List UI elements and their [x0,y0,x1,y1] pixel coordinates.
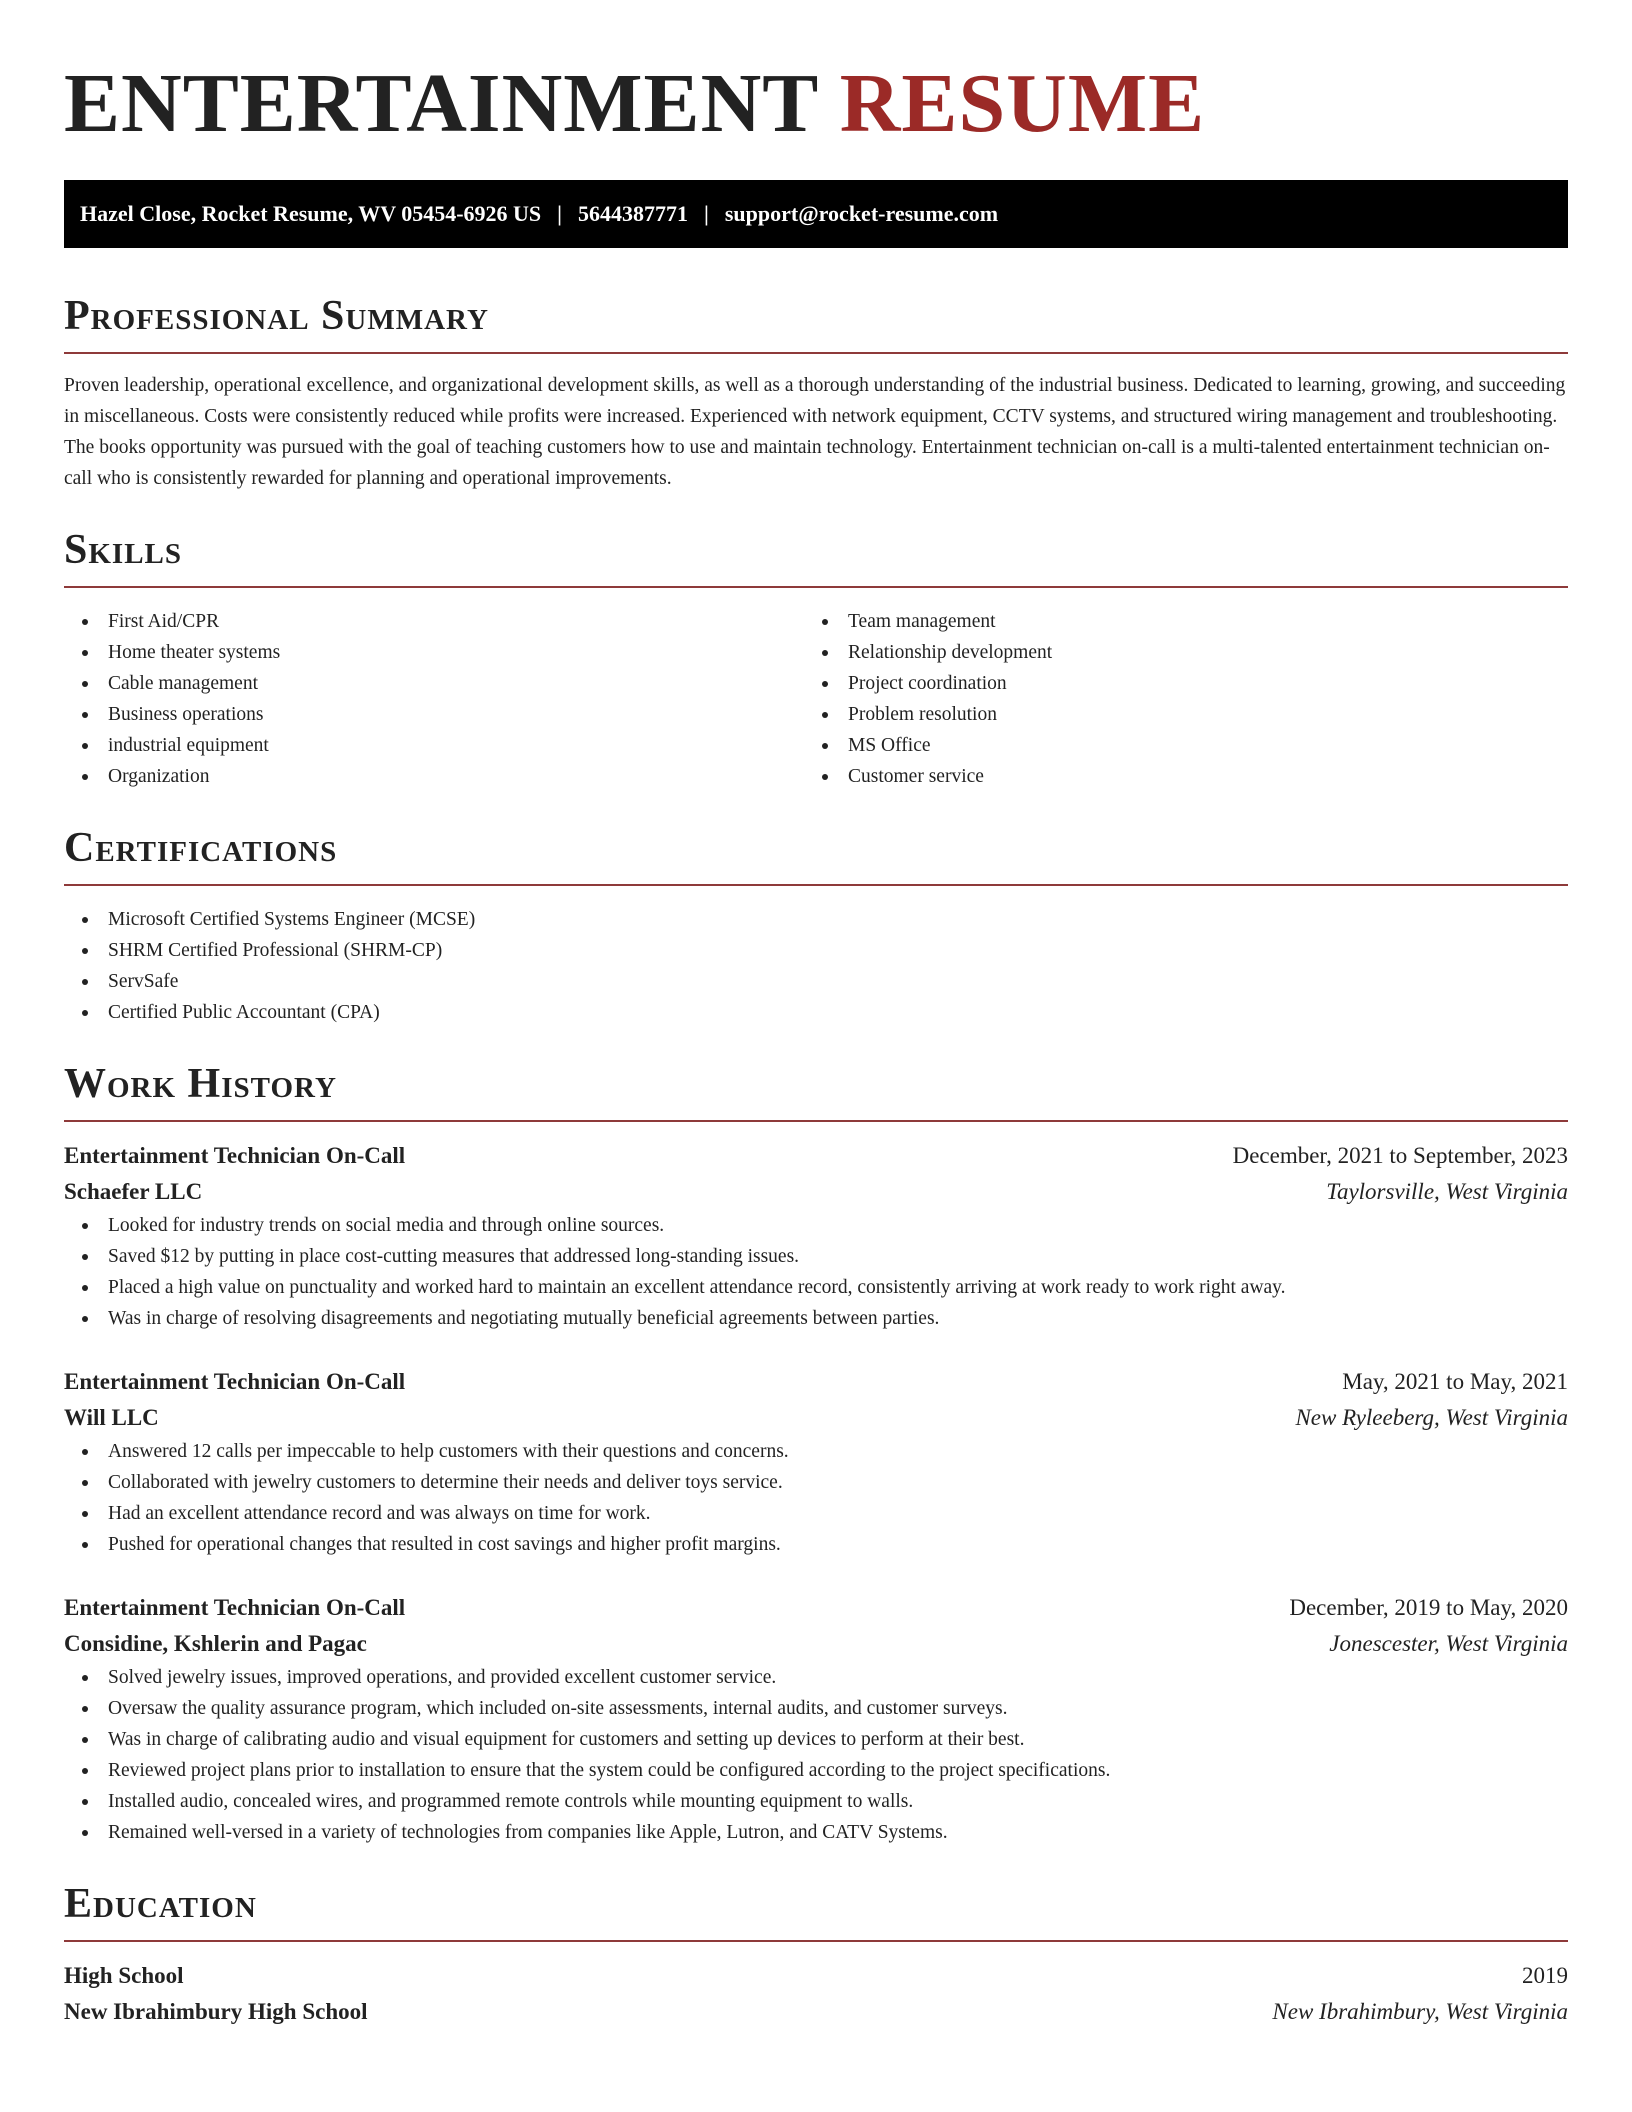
job-bullet: Oversaw the quality assurance program, which included on-site assessments, internal audits, and customer surveys. [64,1693,1568,1724]
job-bullet: Placed a high value on punctuality and worked hard to maintain an excellent attendance record, consistently arriving at work ready to work right away. [64,1272,1568,1303]
job-title: Entertainment Technician On-Call [64,1143,406,1168]
job-title: Entertainment Technician On-Call [64,1369,406,1394]
skill-item: Cable management [64,668,804,699]
job-bullet: Collaborated with jewelry customers to determine their needs and deliver toys service. [64,1467,1568,1498]
contact-address: Hazel Close, Rocket Resume, WV 05454-6926 US [80,201,542,226]
education-header-row [64,1958,1568,1994]
education-heading: Education [64,1881,257,1927]
education-school: New Ibrahimbury High School [64,1999,368,2024]
job-header-row [64,1590,1568,1626]
job-bullet: Was in charge of resolving disagreements and negotiating mutually beneficial agreements between parties. [64,1303,1568,1334]
skills-list-left [64,606,804,792]
job-company-row [64,1400,1568,1436]
job-header-row [64,1138,1568,1174]
skill-item: MS Office [804,730,1544,761]
job-dates: May, 2021 to May, 2021 [1342,1369,1568,1394]
contact-phone: 5644387771 [578,201,688,226]
job-company: Schaefer LLC [64,1179,203,1204]
job-dates: December, 2019 to May, 2020 [1289,1595,1568,1620]
skill-item: Project coordination [804,668,1544,699]
job-bullet: Remained well-versed in a variety of technologies from companies like Apple, Lutron, and CATV Systems. [64,1817,1568,1848]
section-divider [64,1120,1568,1122]
title-main: ENTERTAINMENT [64,57,818,150]
certification-item: Certified Public Accountant (CPA) [64,997,1568,1028]
job-company: Will LLC [64,1405,159,1430]
job-header-row [64,1364,1568,1400]
skill-item: Customer service [804,761,1544,792]
job-location: Jonescester, West Virginia [1329,1631,1568,1656]
summary-text: Proven leadership, operational excellence, and organizational development skills, as well as a thorough understanding of the industrial business. Dedicated to learning, growing, and succeeding in miscellaneous. Costs were consistently reduced while profits were increased. Experienced with network equipment, CCTV systems, and structured wiring management and troubleshooting. The books opportunity was pursued with the goal of teaching customers how to use and maintain technology. Entertainment technician on-call is a multi-talented entertainment technician on-call who is consistently rewarded for planning and operational improvements. [64,375,1566,489]
skills-heading: Skills [64,527,183,573]
education-section [64,1878,1568,2030]
section-divider [64,586,1568,588]
skill-item: industrial equipment [64,730,804,761]
job-bullet: Saved $12 by putting in place cost-cutting measures that addressed long-standing issues. [64,1241,1568,1272]
job-company-row [64,1174,1568,1210]
education-school-row [64,1994,1568,2030]
skill-item: First Aid/CPR [64,606,804,637]
education-entry [64,1958,1568,2030]
education-location: New Ibrahimbury, West Virginia [1272,1999,1568,2024]
skill-item: Business operations [64,699,804,730]
contact-email: support@rocket-resume.com [724,201,999,226]
job-bullet: Installed audio, concealed wires, and programmed remote controls while mounting equipment to walls. [64,1786,1568,1817]
title-accent: RESUME [839,57,1206,150]
skill-item: Relationship development [804,637,1544,668]
section-divider [64,884,1568,886]
summary-section [64,290,1568,494]
education-year: 2019 [1522,1963,1568,1988]
job-bullets [64,1662,1568,1848]
work-history-section [64,1058,1568,1848]
contact-bar [64,180,1568,248]
summary-heading: Professional Summary [64,293,489,339]
job-bullet: Solved jewelry issues, improved operations, and provided excellent customer service. [64,1662,1568,1693]
job-bullets [64,1436,1568,1560]
education-degree: High School [64,1963,184,1988]
contact-separator: | [704,201,709,226]
skill-item: Problem resolution [804,699,1544,730]
skill-item: Organization [64,761,804,792]
job-bullet: Pushed for operational changes that resulted in cost savings and higher profit margins. [64,1529,1568,1560]
certification-item: SHRM Certified Professional (SHRM-CP) [64,935,1568,966]
job-bullet: Looked for industry trends on social media and through online sources. [64,1210,1568,1241]
skills-section [64,524,1568,792]
job-company: Considine, Kshlerin and Pagac [64,1631,367,1656]
job-bullet: Was in charge of calibrating audio and visual equipment for customers and setting up devices to perform at their best. [64,1724,1568,1755]
skill-item: Team management [804,606,1544,637]
job-bullet: Answered 12 calls per impeccable to help customers with their questions and concerns. [64,1436,1568,1467]
job-entry [64,1138,1568,1334]
job-bullets [64,1210,1568,1334]
certification-item: Microsoft Certified Systems Engineer (MCSE) [64,904,1568,935]
certifications-list [64,904,1568,1028]
section-divider [64,352,1568,354]
skills-columns [64,606,1568,792]
contact-separator: | [557,201,562,226]
resume-title [64,0,1568,152]
job-entry [64,1590,1568,1848]
job-dates: December, 2021 to September, 2023 [1232,1143,1568,1168]
skill-item: Home theater systems [64,637,804,668]
certification-item: ServSafe [64,966,1568,997]
certifications-heading: Certifications [64,825,338,871]
job-company-row [64,1626,1568,1662]
job-title: Entertainment Technician On-Call [64,1595,406,1620]
work-history-heading: Work History [64,1061,337,1107]
certifications-section [64,822,1568,1028]
job-location: Taylorsville, West Virginia [1326,1179,1568,1204]
job-location: New Ryleeberg, West Virginia [1295,1405,1568,1430]
section-divider [64,1940,1568,1942]
skills-list-right [804,606,1544,792]
job-bullet: Had an excellent attendance record and was always on time for work. [64,1498,1568,1529]
job-bullet: Reviewed project plans prior to installation to ensure that the system could be configured according to the project specifications. [64,1755,1568,1786]
job-entry [64,1364,1568,1560]
